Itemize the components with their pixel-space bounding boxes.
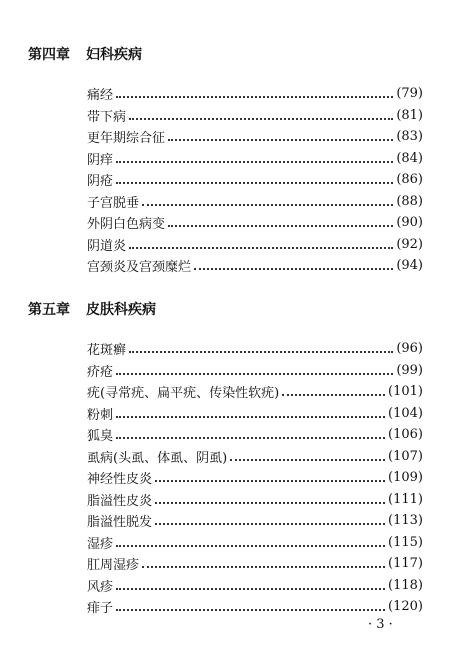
entry-page: (96) bbox=[396, 341, 423, 357]
entry-title: 花斑癣 bbox=[87, 343, 127, 359]
entry-title: 阴疮 bbox=[87, 174, 114, 190]
entry-title: 肛周湿疹 bbox=[87, 558, 140, 574]
leader-dots bbox=[142, 203, 393, 206]
entry-title: 子宫脱垂 bbox=[87, 195, 140, 211]
entry-page: (99) bbox=[396, 362, 423, 378]
leader-dots bbox=[116, 544, 385, 547]
leader-dots bbox=[230, 458, 385, 461]
toc-entry[interactable] bbox=[87, 424, 423, 446]
leader-dots bbox=[129, 350, 393, 353]
leader-dots bbox=[168, 224, 393, 227]
entry-title: 痱子 bbox=[87, 601, 114, 617]
entry-title: 痛经 bbox=[87, 88, 114, 104]
entry-title: 疥疮 bbox=[87, 364, 114, 380]
chapter-heading bbox=[28, 299, 156, 319]
entry-title: 宫颈炎及宫颈糜烂 bbox=[87, 260, 192, 276]
entry-page: (81) bbox=[396, 107, 423, 123]
leader-dots bbox=[116, 372, 393, 375]
toc-entry[interactable] bbox=[87, 532, 423, 554]
leader-dots bbox=[116, 587, 385, 590]
leader-dots bbox=[155, 501, 385, 504]
leader-dots bbox=[116, 181, 393, 184]
entry-page: (120) bbox=[388, 599, 423, 615]
chapter-number: 第四章 bbox=[28, 47, 70, 63]
toc-entry[interactable] bbox=[87, 338, 423, 360]
toc-entry[interactable] bbox=[87, 191, 423, 213]
entry-page: (117) bbox=[388, 556, 423, 572]
entry-title: 风疹 bbox=[87, 579, 114, 595]
entry-page: (90) bbox=[396, 215, 423, 231]
entry-page: (94) bbox=[396, 258, 423, 274]
toc-entry[interactable] bbox=[87, 575, 423, 597]
leader-dots bbox=[116, 95, 393, 98]
entry-title: 疣(寻常疣、扁平疣、传染性软疣) bbox=[87, 386, 280, 402]
entry-title: 脂溢性脱发 bbox=[87, 515, 153, 531]
toc-entry[interactable] bbox=[87, 83, 423, 105]
toc-entry[interactable] bbox=[87, 446, 423, 468]
leader-dots bbox=[168, 138, 393, 141]
chapter-heading bbox=[28, 44, 142, 64]
leader-dots bbox=[116, 436, 385, 439]
entry-title: 狐臭 bbox=[87, 429, 114, 445]
entry-page: (101) bbox=[388, 384, 423, 400]
toc-entry[interactable] bbox=[87, 381, 423, 403]
entry-page: (84) bbox=[396, 150, 423, 166]
toc-entry[interactable] bbox=[87, 403, 423, 425]
leader-dots bbox=[116, 608, 385, 611]
toc-entry[interactable] bbox=[87, 148, 423, 170]
toc-entry[interactable] bbox=[87, 126, 423, 148]
toc-entry[interactable] bbox=[87, 553, 423, 575]
toc-list bbox=[87, 83, 423, 277]
chapter-title: 妇科疾病 bbox=[86, 47, 142, 63]
entry-page: (86) bbox=[396, 172, 423, 188]
entry-title: 湿疹 bbox=[87, 536, 114, 552]
entry-title: 脂溢性皮炎 bbox=[87, 493, 153, 509]
toc-entry[interactable] bbox=[87, 489, 423, 511]
leader-dots bbox=[129, 246, 393, 249]
entry-page: (88) bbox=[396, 193, 423, 209]
entry-page: (109) bbox=[388, 470, 423, 486]
entry-page: (106) bbox=[388, 427, 423, 443]
entry-title: 虱病(头虱、体虱、阴虱) bbox=[87, 450, 228, 466]
entry-title: 更年期综合征 bbox=[87, 131, 166, 147]
leader-dots bbox=[129, 117, 393, 120]
entry-title: 外阴白色病变 bbox=[87, 217, 166, 233]
entry-title: 阴道炎 bbox=[87, 238, 127, 254]
entry-page: (113) bbox=[388, 513, 423, 529]
entry-page: (111) bbox=[388, 491, 423, 507]
toc-entry[interactable] bbox=[87, 105, 423, 127]
leader-dots bbox=[142, 565, 385, 568]
entry-page: (83) bbox=[396, 129, 423, 145]
leader-dots bbox=[194, 267, 393, 270]
entry-page: (92) bbox=[396, 236, 423, 252]
toc-entry[interactable] bbox=[87, 596, 423, 618]
toc-entry[interactable] bbox=[87, 467, 423, 489]
entry-page: (104) bbox=[388, 405, 423, 421]
leader-dots bbox=[116, 415, 385, 418]
entry-title: 阴痒 bbox=[87, 152, 114, 168]
toc-entry[interactable] bbox=[87, 255, 423, 277]
chapter-title: 皮肤科疾病 bbox=[86, 302, 156, 318]
toc-entry[interactable] bbox=[87, 234, 423, 256]
toc-entry[interactable] bbox=[87, 360, 423, 382]
leader-dots bbox=[155, 522, 385, 525]
entry-title: 带下病 bbox=[87, 109, 127, 125]
leader-dots bbox=[282, 393, 385, 396]
chapter-number: 第五章 bbox=[28, 302, 70, 318]
entry-title: 神经性皮炎 bbox=[87, 472, 153, 488]
leader-dots bbox=[155, 479, 385, 482]
entry-page: (107) bbox=[388, 448, 423, 464]
entry-page: (115) bbox=[388, 534, 423, 550]
page-number: · 3 · bbox=[368, 617, 393, 632]
leader-dots bbox=[116, 160, 393, 163]
toc-entry[interactable] bbox=[87, 510, 423, 532]
toc-list bbox=[87, 338, 423, 618]
entry-page: (118) bbox=[388, 577, 423, 593]
toc-entry[interactable] bbox=[87, 212, 423, 234]
entry-page: (79) bbox=[396, 86, 423, 102]
toc-entry[interactable] bbox=[87, 169, 423, 191]
entry-title: 粉刺 bbox=[87, 407, 114, 423]
